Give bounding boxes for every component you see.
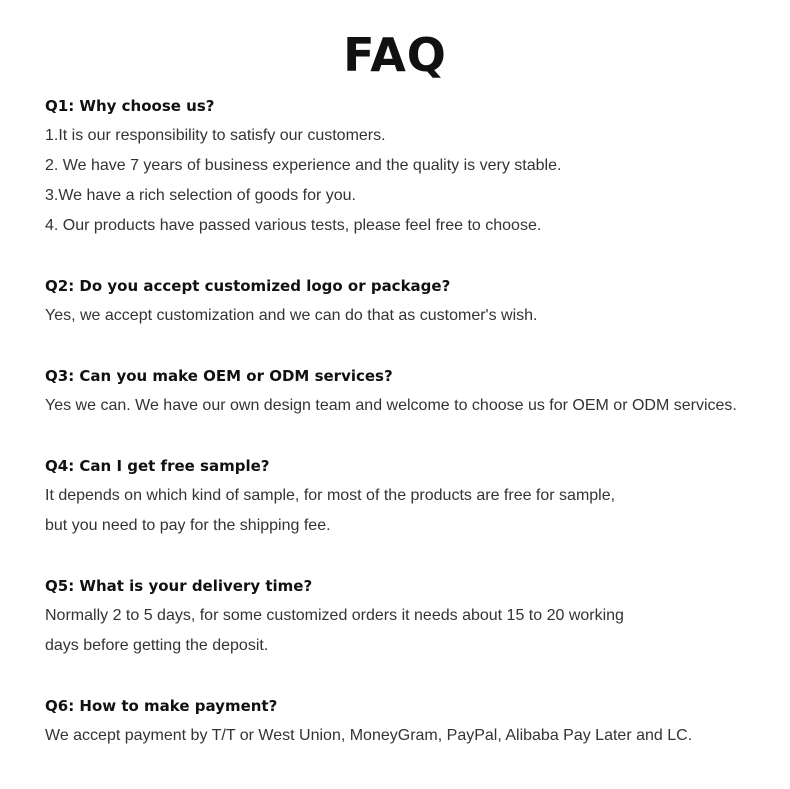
faq-question: Q2: Do you accept customized logo or package? <box>45 277 451 295</box>
faq-answer-line: We accept payment by T/T or West Union, MoneyGram, PayPal, Alibaba Pay Later and LC. <box>45 727 693 744</box>
faq-question: Q5: What is your delivery time? <box>45 577 313 595</box>
faq-question: Q1: Why choose us? <box>45 97 215 115</box>
faq-answer-line: Yes, we accept customization and we can do that as customer's wish. <box>45 307 538 324</box>
page-title: FAQ <box>343 28 447 82</box>
faq-answer-line: days before getting the deposit. <box>45 637 269 654</box>
faq-answer-line: 3.We have a rich selection of goods for you. <box>45 187 356 204</box>
faq-item-6 <box>45 691 785 751</box>
faq-item-1 <box>45 91 785 241</box>
faq-item-4 <box>45 451 785 541</box>
faq-answer-line: 1.It is our responsibility to satisfy our customers. <box>45 127 386 144</box>
faq-question: Q3: Can you make OEM or ODM services? <box>45 367 393 385</box>
faq-answer-line: 2. We have 7 years of business experience and the quality is very stable. <box>45 157 562 174</box>
faq-answer-line: 4. Our products have passed various tests, please feel free to choose. <box>45 217 542 234</box>
faq-item-5 <box>45 571 785 661</box>
faq-list <box>45 91 785 781</box>
faq-item-3 <box>45 361 785 421</box>
faq-answer-line: but you need to pay for the shipping fee. <box>45 517 331 534</box>
faq-item-2 <box>45 271 785 331</box>
faq-question: Q4: Can I get free sample? <box>45 457 270 475</box>
faq-answer-line: Yes we can. We have our own design team and welcome to choose us for OEM or ODM services. <box>45 397 737 414</box>
faq-question: Q6: How to make payment? <box>45 697 278 715</box>
faq-answer-line: Normally 2 to 5 days, for some customized orders it needs about 15 to 20 working <box>45 607 624 624</box>
faq-answer-line: It depends on which kind of sample, for most of the products are free for sample, <box>45 487 616 504</box>
